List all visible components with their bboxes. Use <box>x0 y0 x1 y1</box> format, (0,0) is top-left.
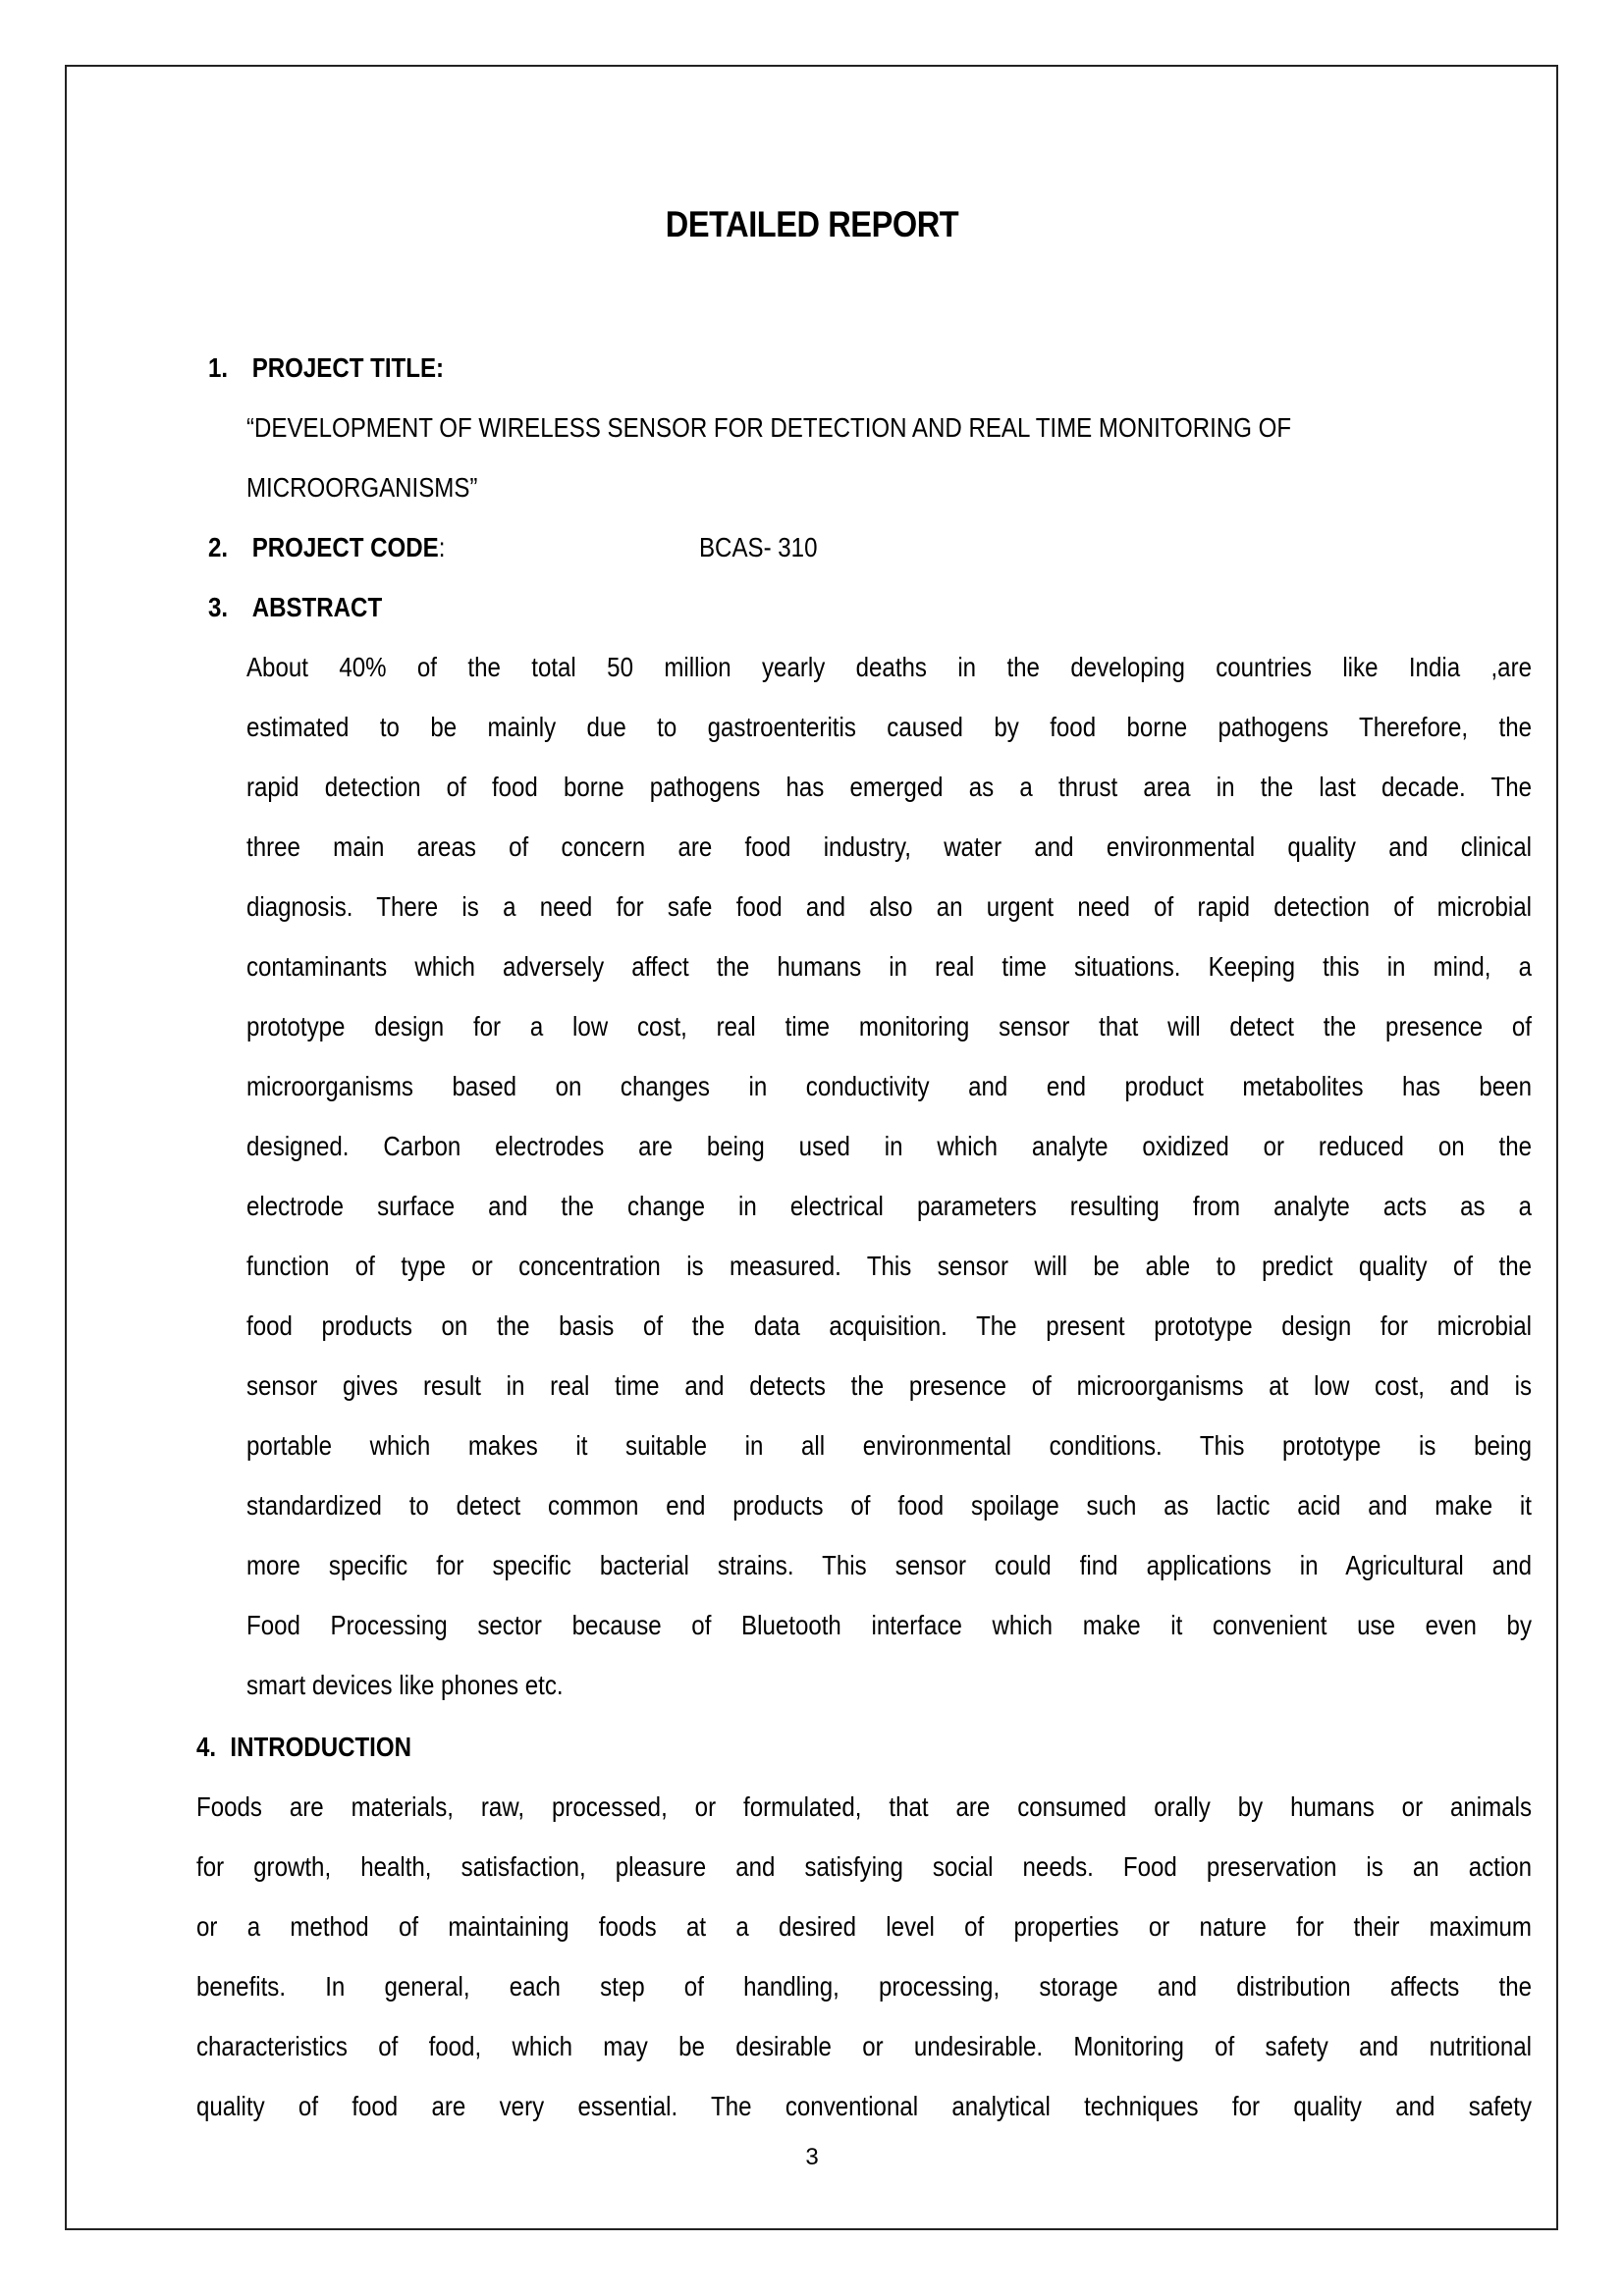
paragraph-line: smart devices like phones etc. <box>246 1670 564 1700</box>
paragraph-line: designed. Carbon electrodes are being used in which analyte oxidized or reduced on the <box>246 1131 1532 1161</box>
paragraph-line: estimated to be mainly due to gastroenteritis caused by food borne pathogens Therefore, the <box>246 712 1532 742</box>
page-number: 3 <box>805 2144 819 2170</box>
paragraph-line: sensor gives result in real time and detects the presence of microorganisms at low cost, and is <box>246 1370 1532 1401</box>
section-heading-text: INTRODUCTION <box>230 1732 412 1762</box>
paragraph-line: quality of food are very essential. The conventional analytical techniques for quality and safety <box>196 2091 1532 2121</box>
section-heading-text: PROJECT TITLE: <box>251 352 445 383</box>
paragraph-line: standardized to detect common end products of food spoilage such as lactic acid and make it <box>246 1490 1532 1521</box>
section-number: 4. <box>196 1732 217 1762</box>
section-project-code <box>208 531 445 564</box>
section-introduction-heading <box>196 1731 411 1764</box>
paragraph-line: Foods are materials, raw, processed, or formulated, that are consumed orally by humans or animals <box>196 1791 1532 1822</box>
paragraph-line: food products on the basis of the data acquisition. The present prototype design for microbial <box>246 1310 1532 1341</box>
paragraph-line: rapid detection of food borne pathogens has emerged as a thrust area in the last decade. The <box>246 772 1532 802</box>
document-title: DETAILED REPORT <box>665 204 959 244</box>
project-title-line: MICROORGANISMS” <box>246 472 478 503</box>
paragraph-line: or a method of maintaining foods at a desired level of properties or nature for their maximum <box>196 1911 1532 1942</box>
project-code-colon: : <box>438 532 446 562</box>
section-heading-text: ABSTRACT <box>251 592 383 622</box>
paragraph-line: prototype design for a low cost, real time monitoring sensor that will detect the presence of <box>246 1011 1532 1041</box>
paragraph-line: characteristics of food, which may be desirable or undesirable. Monitoring of safety and nutritional <box>196 2031 1532 2061</box>
section-number: 1. <box>208 352 229 383</box>
project-title-line: “DEVELOPMENT OF WIRELESS SENSOR FOR DETECTION AND REAL TIME MONITORING OF <box>246 412 1292 443</box>
paragraph-line: Food Processing sector because of Bluetooth interface which make it convenient use even by <box>246 1610 1532 1640</box>
paragraph-line: About 40% of the total 50 million yearly deaths in the developing countries like India ,are <box>246 652 1532 682</box>
section-heading-text: PROJECT CODE <box>251 532 439 562</box>
paragraph-line: contaminants which adversely affect the humans in real time situations. Keeping this in mind, a <box>246 951 1532 982</box>
paragraph-line: three main areas of concern are food industry, water and environmental quality and clinical <box>246 831 1532 862</box>
section-number: 3. <box>208 592 229 622</box>
paragraph-line: diagnosis. There is a need for safe food and also an urgent need of rapid detection of microbial <box>246 891 1532 922</box>
paragraph-line: function of type or concentration is measured. This sensor will be able to predict quality of the <box>246 1251 1532 1281</box>
paragraph-line: more specific for specific bacterial strains. This sensor could find applications in Agricultural and <box>246 1550 1532 1580</box>
section-project-title-heading <box>208 351 444 385</box>
paragraph-line: for growth, health, satisfaction, pleasure and satisfying social needs. Food preservation is an action <box>196 1851 1532 1882</box>
project-code-value: BCAS- 310 <box>699 532 818 562</box>
paragraph-line: electrode surface and the change in electrical parameters resulting from analyte acts as a <box>246 1191 1532 1221</box>
section-abstract-heading <box>208 591 382 624</box>
section-number: 2. <box>208 532 229 562</box>
paragraph-line: portable which makes it suitable in all environmental conditions. This prototype is being <box>246 1430 1532 1461</box>
paragraph-line: microorganisms based on changes in conductivity and end product metabolites has been <box>246 1071 1532 1101</box>
paragraph-line: benefits. In general, each step of handling, processing, storage and distribution affects the <box>196 1971 1532 2002</box>
